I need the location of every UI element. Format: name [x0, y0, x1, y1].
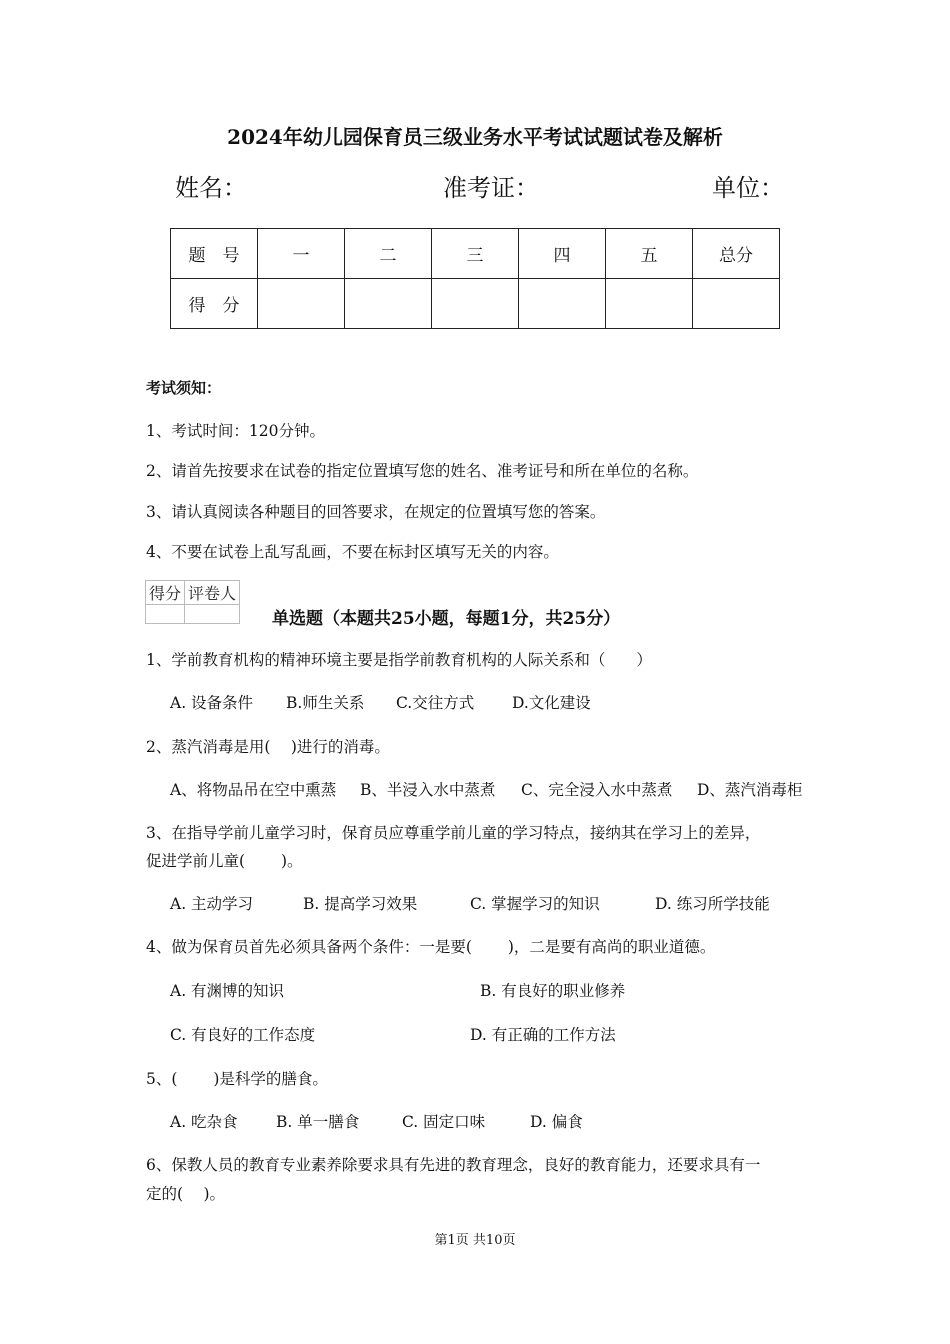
score-input-cell[interactable] [519, 279, 606, 329]
score-table-cell: 题 号 [171, 229, 258, 279]
option[interactable]: B. 提高学习效果 [303, 895, 418, 913]
option[interactable]: A. 吃杂食 [170, 1113, 238, 1131]
score-input-cell[interactable] [345, 279, 432, 329]
option[interactable]: D.文化建设 [512, 694, 591, 712]
question-stem: 4、做为保育员首先必须具备两个条件：一是要( )，二是要有高尚的职业道德。 [146, 938, 716, 956]
grader-name-cell[interactable] [185, 605, 240, 624]
option[interactable]: D. 偏食 [530, 1113, 583, 1131]
score-table-cell: 一 [258, 229, 345, 279]
option[interactable]: D、蒸汽消毒柜 [697, 781, 803, 799]
notice-item: 1、考试时间：120分钟。 [146, 422, 325, 440]
option[interactable]: C、完全浸入水中蒸煮 [521, 781, 673, 799]
score-table-header-row [171, 229, 780, 279]
option[interactable]: B、半浸入水中蒸煮 [360, 781, 496, 799]
option[interactable]: D. 有正确的工作方法 [470, 1026, 616, 1044]
notice-item: 2、请首先按要求在试卷的指定位置填写您的姓名、准考证号和所在单位的名称。 [146, 462, 699, 480]
score-input-cell[interactable] [606, 279, 693, 329]
page-title: 2024年幼儿园保育员三级业务水平考试试题试卷及解析 [227, 125, 723, 149]
score-table-score-row [171, 279, 780, 329]
grader-score-cell[interactable] [146, 605, 185, 624]
option[interactable]: A、将物品吊在空中熏蒸 [170, 781, 337, 799]
score-table-cell: 五 [606, 229, 693, 279]
grader-score-label: 得分 [146, 581, 185, 605]
question-stem: 5、( )是科学的膳食。 [146, 1070, 328, 1088]
option[interactable]: B. 有良好的职业修养 [480, 982, 626, 1000]
option[interactable]: A. 设备条件 [170, 694, 254, 712]
score-input-cell[interactable] [258, 279, 345, 329]
option[interactable]: A. 主动学习 [170, 895, 254, 913]
option[interactable]: A. 有渊博的知识 [170, 982, 285, 1000]
option[interactable]: C.交往方式 [396, 694, 475, 712]
question-stem: 2、蒸汽消毒是用( )进行的消毒。 [146, 738, 390, 756]
question-stem-line: 定的( )。 [146, 1185, 226, 1203]
question-stem-line: 促进学前儿童( )。 [146, 852, 303, 870]
option[interactable]: B. 单一膳食 [276, 1113, 360, 1131]
page-footer: 第1页 共10页 [434, 1233, 516, 1248]
score-table-cell: 总分 [693, 229, 780, 279]
section-title: 单选题（本题共25小题，每题1分，共25分） [272, 609, 621, 629]
score-table-cell: 三 [432, 229, 519, 279]
unit-label: 单位： [712, 174, 784, 202]
option[interactable]: D. 练习所学技能 [655, 895, 770, 913]
option[interactable]: B.师生关系 [286, 694, 365, 712]
notice-heading: 考试须知： [146, 379, 222, 397]
option[interactable]: C. 掌握学习的知识 [470, 895, 600, 913]
score-input-cell[interactable] [432, 279, 519, 329]
option[interactable]: C. 有良好的工作态度 [170, 1026, 316, 1044]
score-table-cell: 二 [345, 229, 432, 279]
grader-name-label: 评卷人 [185, 581, 240, 605]
question-stem-line: 6、保教人员的教育专业素养除要求具有先进的教育理念，良好的教育能力，还要求具有一 [146, 1156, 761, 1174]
notice-item: 3、请认真阅读各种题目的回答要求，在规定的位置填写您的答案。 [146, 503, 606, 521]
question-stem-line: 3、在指导学前儿童学习时，保育员应尊重学前儿童的学习特点，接纳其在学习上的差异， [146, 824, 761, 842]
exam-id-label: 准考证： [443, 174, 539, 202]
score-table [170, 228, 780, 329]
score-input-cell[interactable] [693, 279, 780, 329]
score-table-cell: 四 [519, 229, 606, 279]
name-label: 姓名： [175, 174, 247, 202]
question-stem: 1、学前教育机构的精神环境主要是指学前教育机构的人际关系和（ ） [146, 651, 652, 669]
option[interactable]: C. 固定口味 [402, 1113, 486, 1131]
score-row-label: 得 分 [171, 279, 258, 329]
notice-item: 4、不要在试卷上乱写乱画，不要在标封区填写无关的内容。 [146, 543, 559, 561]
grader-box [145, 580, 240, 624]
